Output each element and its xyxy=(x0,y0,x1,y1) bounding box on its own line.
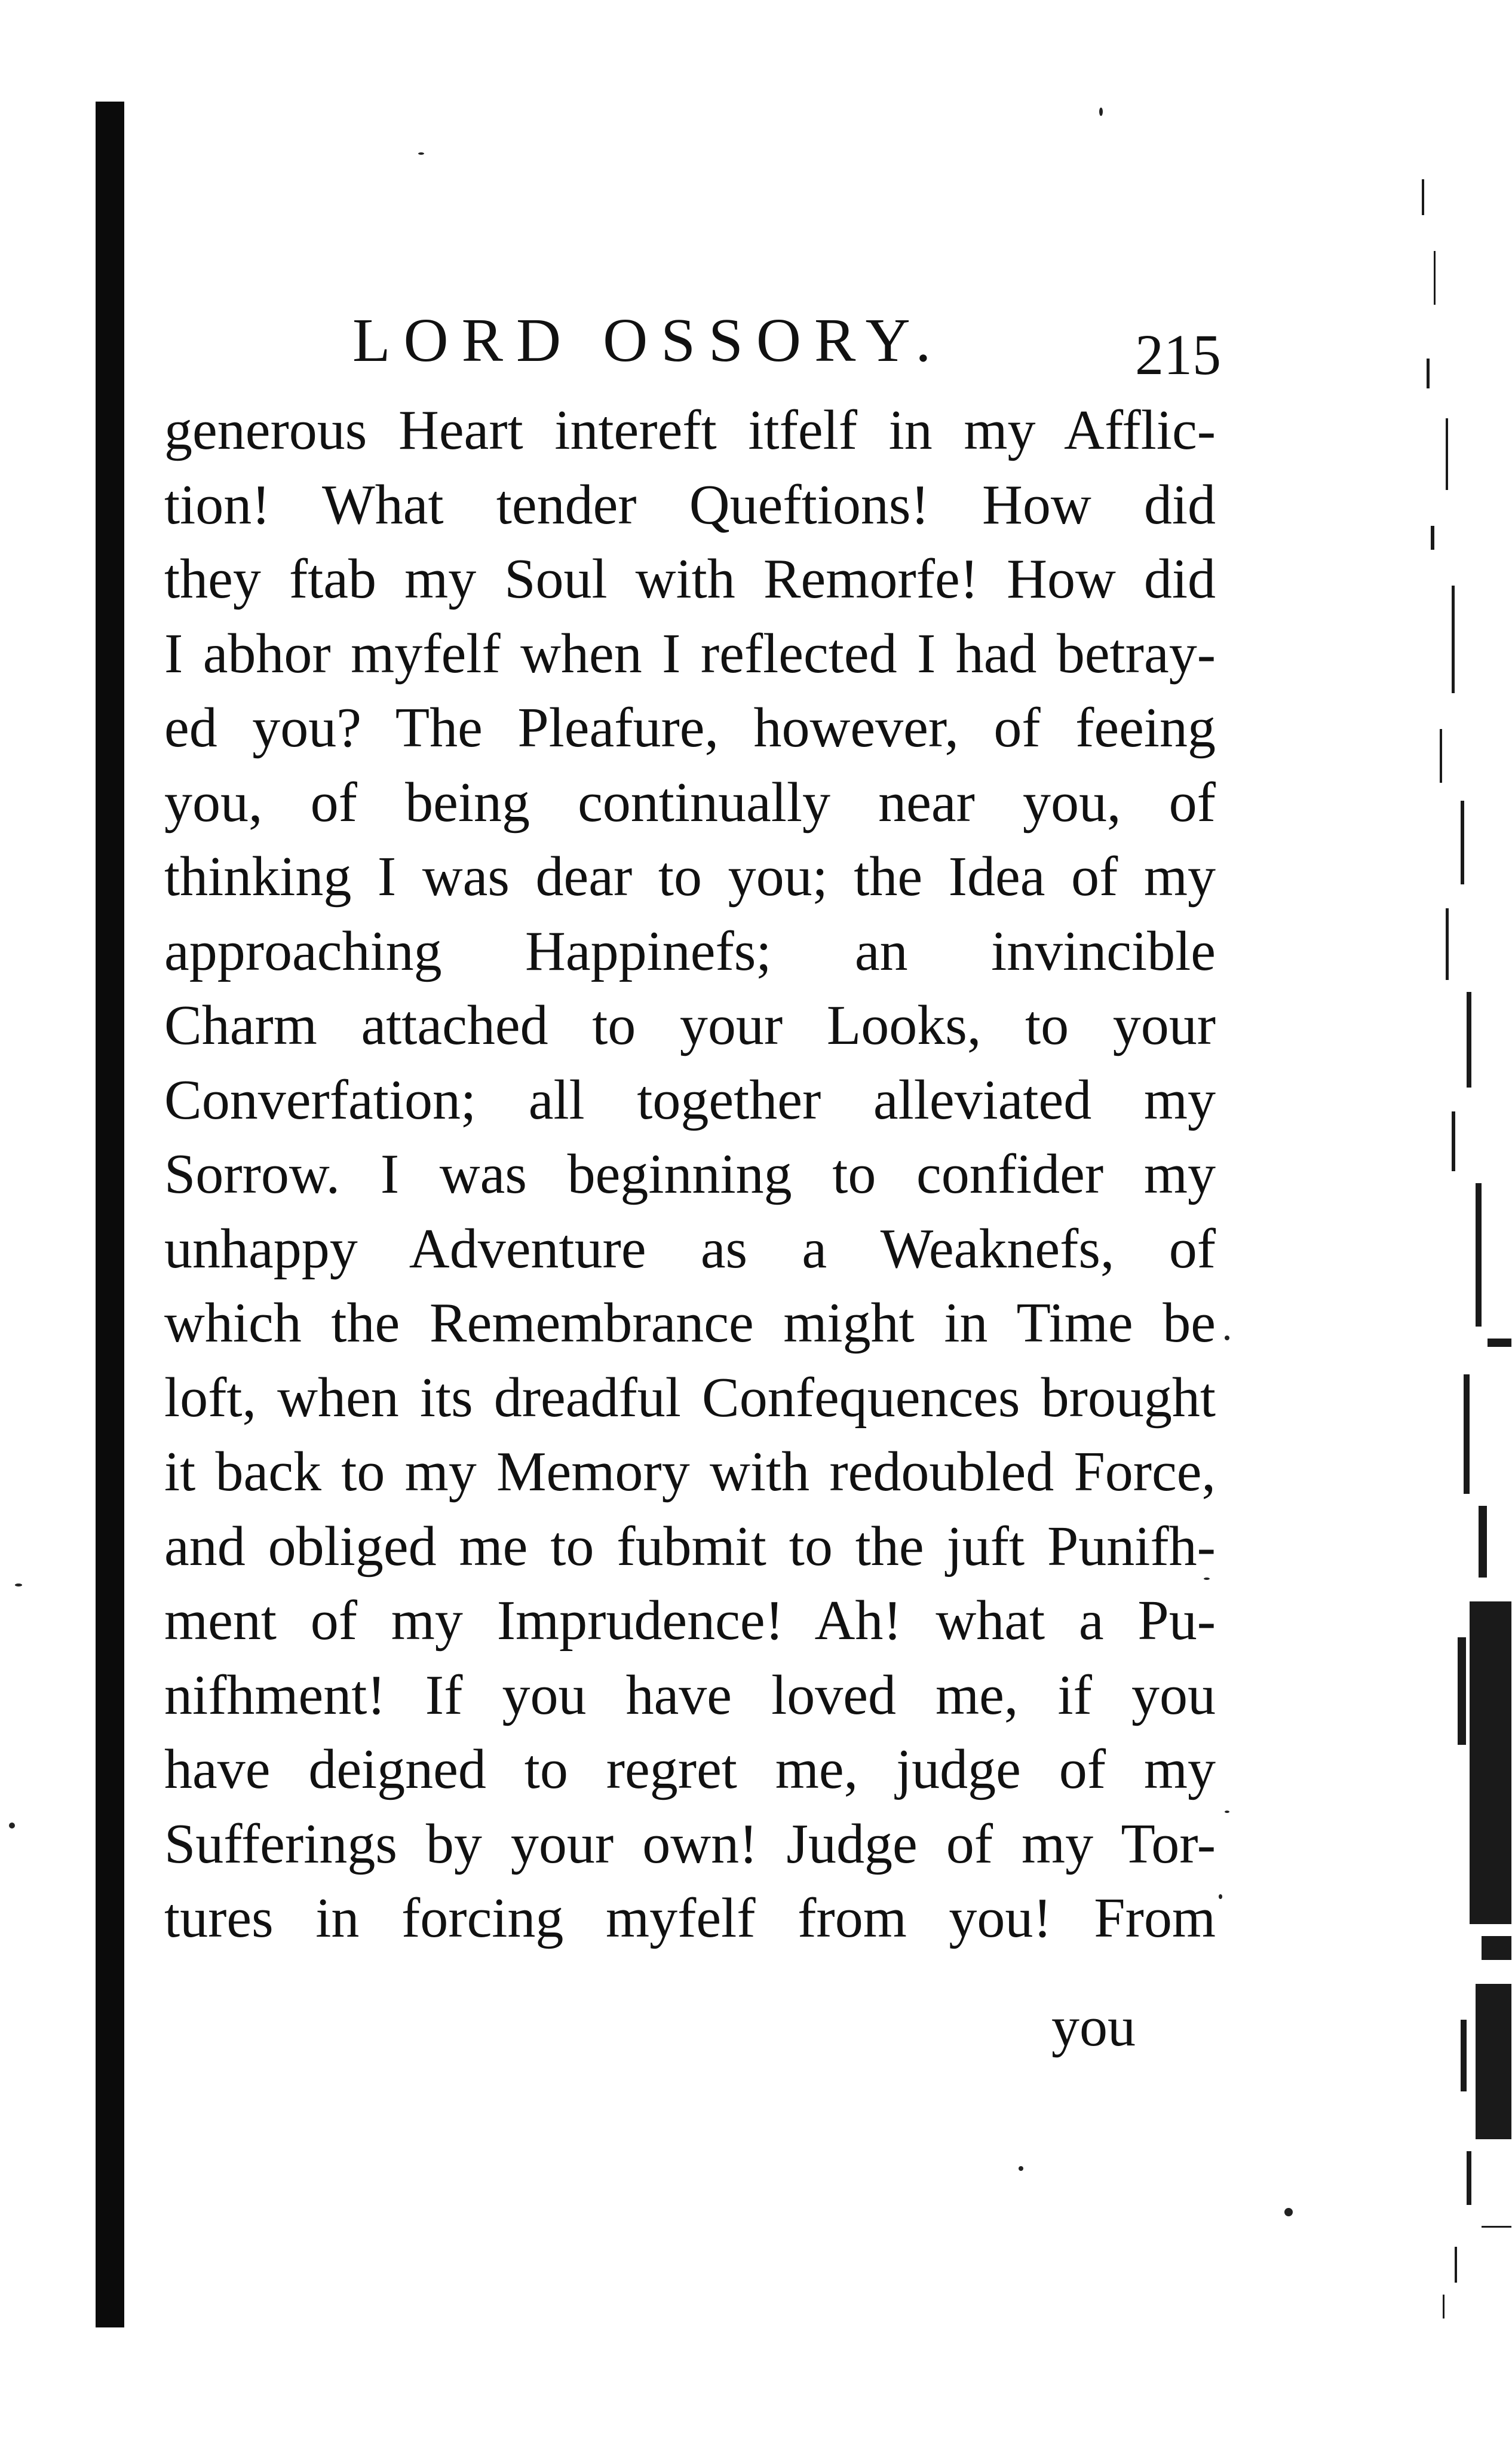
body-text xyxy=(164,393,1216,1956)
text-line: you, of being continually near you, of xyxy=(164,771,1216,834)
text-line: tures in forcing myfelf from you! From xyxy=(164,1887,1216,1949)
text-line: have deigned to regret me, judge of my xyxy=(164,1738,1216,1800)
text-line: tion! What tender Queftions! How did xyxy=(164,473,1216,536)
text-line: approaching Happinefs; an invincible xyxy=(164,920,1216,982)
ink-speck xyxy=(1019,2166,1023,2171)
text-line: thinking I was dear to you; the Idea of my xyxy=(164,846,1216,908)
text-line: and obliged me to fubmit to the juft Punifh- xyxy=(164,1515,1216,1578)
text-line: Converfation; all together alleviated my xyxy=(164,1068,1216,1131)
text-line: nifhment! If you have loved me, if you xyxy=(164,1664,1216,1726)
binding-gutter-shadow xyxy=(96,102,124,2327)
text-line: which the Remembrance might in Time be xyxy=(164,1292,1216,1354)
facing-page-edge-noise xyxy=(1410,108,1511,2342)
running-title: LORD OSSORY. xyxy=(352,306,944,375)
ink-speck xyxy=(418,152,424,155)
ink-speck xyxy=(1284,2208,1293,2216)
text-line: Charm attached to your Looks, to your xyxy=(164,994,1216,1056)
text-line: loft, when its dreadful Confequences brought xyxy=(164,1366,1216,1429)
ink-speck xyxy=(9,1823,15,1828)
ink-speck xyxy=(15,1584,22,1586)
text-line: unhappy Adventure as a Weaknefs, of xyxy=(164,1217,1216,1280)
text-line: they ftab my Soul with Remorfe! How did xyxy=(164,548,1216,610)
ink-speck xyxy=(1219,1894,1222,1899)
text-line: it back to my Memory with redoubled Force, xyxy=(164,1441,1216,1503)
text-line: ment of my Imprudence! Ah! what a Pu- xyxy=(164,1589,1216,1652)
catchword: you xyxy=(1051,1996,1136,2058)
ink-speck xyxy=(1225,1811,1229,1813)
ink-speck xyxy=(1099,108,1103,116)
text-line: Sorrow. I was beginning to confider my xyxy=(164,1143,1216,1205)
text-line: generous Heart intereft itfelf in my Afflic- xyxy=(164,399,1216,461)
ink-speck xyxy=(1225,1336,1229,1340)
text-line: ed you? The Pleafure, however, of feeing xyxy=(164,697,1216,759)
page-header xyxy=(335,299,1231,387)
text-line: Sufferings by your own! Judge of my Tor- xyxy=(164,1812,1216,1875)
page-number: 215 xyxy=(1135,323,1221,387)
text-line: I abhor myfelf when I reflected I had betray- xyxy=(164,622,1216,685)
